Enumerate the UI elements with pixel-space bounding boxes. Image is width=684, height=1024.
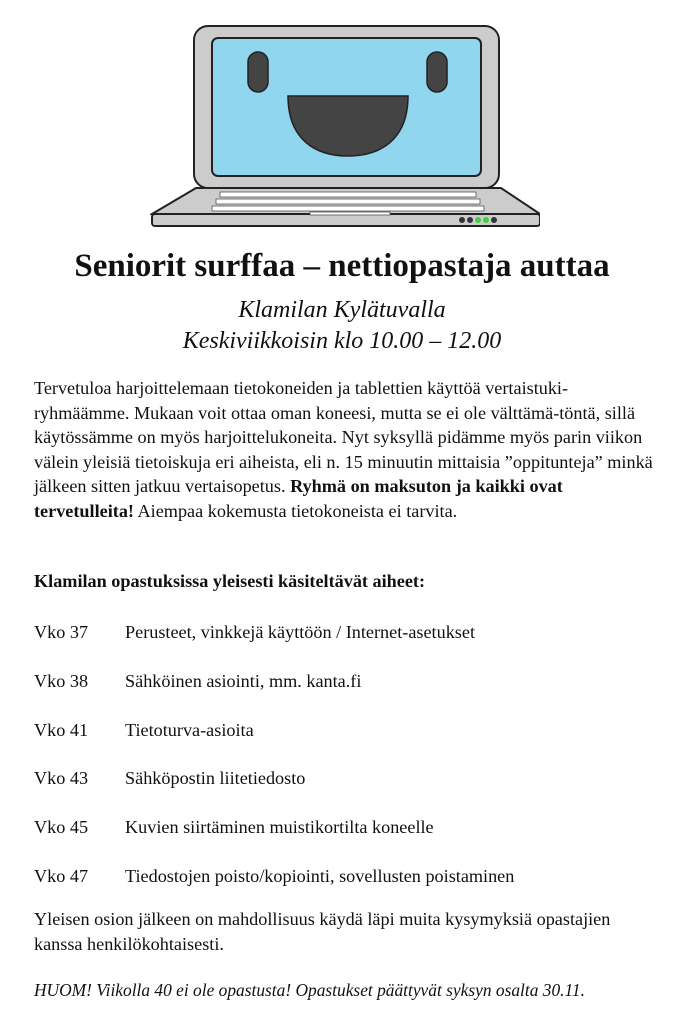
list-item bbox=[34, 864, 654, 913]
topics-heading: Klamilan opastuksissa yleisesti käsiteltävät aiheet: bbox=[34, 571, 426, 591]
intro-text: Tervetuloa harjoittelemaan tietokoneiden ja tablettien käyttöä vertaistuki-ryhmäämme. Mukaan voit ottaa oman koneesi, mutta se ei ole välttämä-töntä, sillä käytössämme on myös harjoittelukoneita. Nyt syksyllä pidämme myös parin viikon välein yleisiä tietoiskuja eri aiheista, eli n. 15 minuutin mittaisia ”oppitunteja” minkä jälkeen sitten jatkuu vertaisopetus. bbox=[34, 378, 653, 496]
topic-label: Perusteet, vinkkejä käyttöön / Internet-asetukset bbox=[125, 622, 476, 642]
week-label: Vko 45 bbox=[34, 817, 89, 838]
list-item bbox=[34, 766, 654, 815]
topic-label: Sähköpostin liitetiedosto bbox=[125, 768, 306, 789]
closing-paragraph: Yleisen osion jälkeen on mahdollisuus käydä läpi muita kysymyksiä opastajien kanssa henkilökohtaisesti. bbox=[34, 909, 611, 954]
intro-text-end: Aiempaa kokemusta tietokoneista ei tarvita. bbox=[137, 500, 458, 521]
week-label: Vko 47 bbox=[34, 865, 89, 886]
list-item bbox=[34, 815, 654, 864]
week-label: Vko 37 bbox=[34, 622, 89, 642]
week-label: Vko 43 bbox=[34, 768, 89, 789]
topic-label: Kuvien siirtäminen muistikortilta koneelle bbox=[125, 817, 434, 838]
topics-list bbox=[34, 620, 654, 913]
week-label: Vko 38 bbox=[34, 670, 89, 691]
laptop-left-eye bbox=[248, 52, 268, 92]
list-item bbox=[34, 669, 654, 718]
topic-label: Tiedostojen poisto/kopiointi, sovellusten poistaminen bbox=[125, 865, 515, 886]
page-title: Seniorit surffaa – nettiopastaja auttaa bbox=[74, 248, 610, 284]
location-subtitle: Klamilan Kylätuvalla bbox=[238, 297, 446, 323]
topic-label: Sähköinen asiointi, mm. kanta.fi bbox=[125, 670, 362, 691]
laptop-base-front bbox=[152, 214, 540, 226]
intro-paragraph bbox=[34, 376, 659, 523]
week-label: Vko 41 bbox=[34, 719, 89, 740]
smiling-laptop-icon bbox=[150, 22, 540, 232]
list-item bbox=[34, 620, 654, 669]
list-item bbox=[34, 718, 654, 767]
intro-bold-text: Ryhmä on maksuton ja kaikki ovat tervetulleita! bbox=[34, 476, 563, 521]
laptop-right-eye bbox=[427, 52, 447, 92]
time-subtitle: Keskiviikkoisin klo 10.00 – 12.00 bbox=[182, 328, 502, 354]
notice-text: HUOM! Viikolla 40 ei ole opastusta! Opastukset päättyvät syksyn osalta 30.11. bbox=[34, 980, 585, 1000]
topic-label: Tietoturva-asioita bbox=[125, 719, 254, 740]
